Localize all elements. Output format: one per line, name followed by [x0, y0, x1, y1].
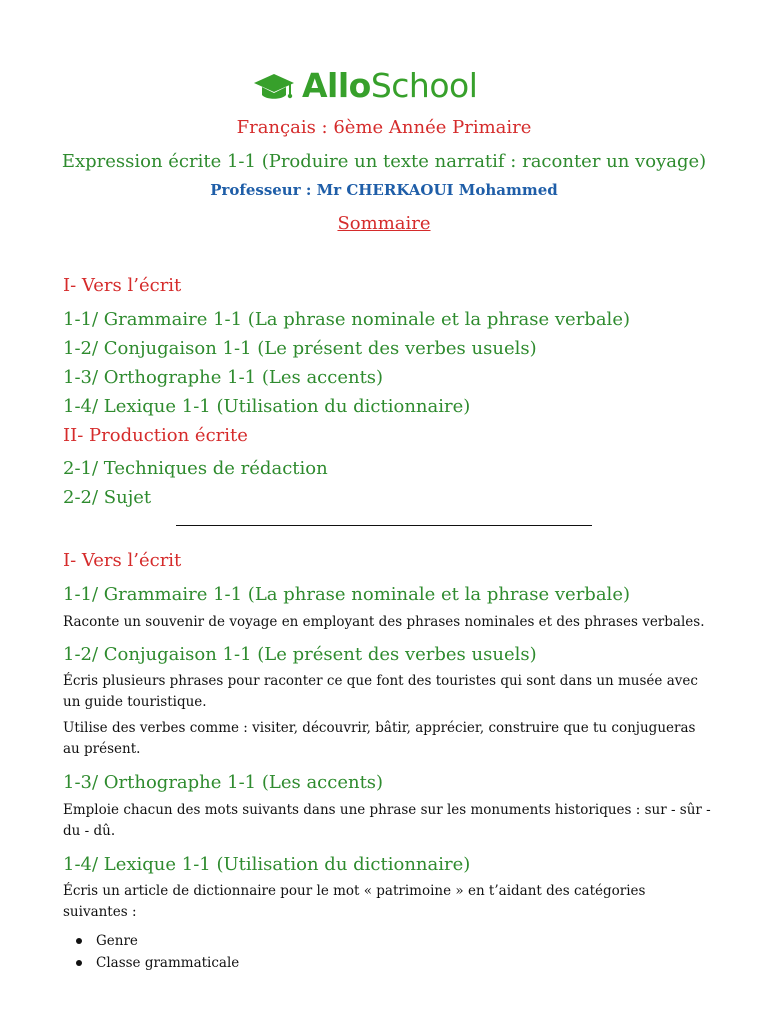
- summary-item: 1-1/ Grammaire 1-1 (La phrase nominale et la phrase verbale): [63, 309, 630, 330]
- logo-text: [302, 66, 477, 106]
- list-item: [76, 952, 239, 974]
- list-item-label: Classe grammaticale: [96, 955, 240, 971]
- section-heading-conjugaison: 1-2/ Conjugaison 1-1 (Le présent des verbes usuels): [63, 644, 537, 665]
- professor-line: Professeur : Mr CHERKAOUI Mohammed: [210, 181, 558, 199]
- category-list: [76, 930, 239, 974]
- summary-item: 1-4/ Lexique 1-1 (Utilisation du dictionnaire): [63, 396, 471, 417]
- logo-text-light: School: [370, 66, 478, 105]
- list-item-label: Genre: [96, 933, 138, 949]
- instruction-text: Raconte un souvenir de voyage en employant des phrases nominales et des phrases verbales.: [63, 614, 705, 630]
- alloschool-logo[interactable]: [254, 66, 477, 106]
- section-heading-lexique: 1-4/ Lexique 1-1 (Utilisation du dictionnaire): [63, 854, 471, 875]
- section-heading-orthographe: 1-3/ Orthographe 1-1 (Les accents): [63, 772, 384, 793]
- summary-heading: Sommaire: [337, 213, 431, 234]
- instruction-text: Écris plusieurs phrases pour raconter ce que font des touristes qui sont dans un musée avec un guide touristique.: [63, 673, 698, 710]
- section-divider: [176, 525, 592, 526]
- bullet-icon: [76, 960, 82, 966]
- body-part1-heading: I- Vers l’écrit: [63, 550, 182, 571]
- subject-line: Français : 6ème Année Primaire: [236, 117, 532, 138]
- instruction-text: Utilise des verbes comme : visiter, découvrir, bâtir, apprécier, construire que tu conjugueras au présent.: [63, 720, 696, 757]
- graduation-cap-icon: [254, 68, 294, 104]
- instruction-text: Écris un article de dictionnaire pour le mot « patrimoine » en t’aidant des catégories suivantes :: [63, 883, 646, 920]
- summary-item: 2-1/ Techniques de rédaction: [63, 458, 328, 479]
- summary-part1-heading: I- Vers l’écrit: [63, 275, 182, 296]
- instruction-text: Emploie chacun des mots suivants dans une phrase sur les monuments historiques : sur - sûr - du - dû.: [63, 802, 711, 839]
- summary-item: 1-2/ Conjugaison 1-1 (Le présent des verbes usuels): [63, 338, 537, 359]
- bullet-icon: [76, 938, 82, 944]
- section-heading-grammaire: 1-1/ Grammaire 1-1 (La phrase nominale et la phrase verbale): [63, 584, 630, 605]
- document-title: Expression écrite 1-1 (Produire un texte narratif : raconter un voyage): [61, 151, 707, 172]
- summary-item: 2-2/ Sujet: [63, 487, 152, 508]
- summary-item: 1-3/ Orthographe 1-1 (Les accents): [63, 367, 384, 388]
- logo-text-bold: Allo: [302, 66, 371, 105]
- summary-part2-heading: II- Production écrite: [63, 425, 248, 446]
- list-item: [76, 930, 239, 952]
